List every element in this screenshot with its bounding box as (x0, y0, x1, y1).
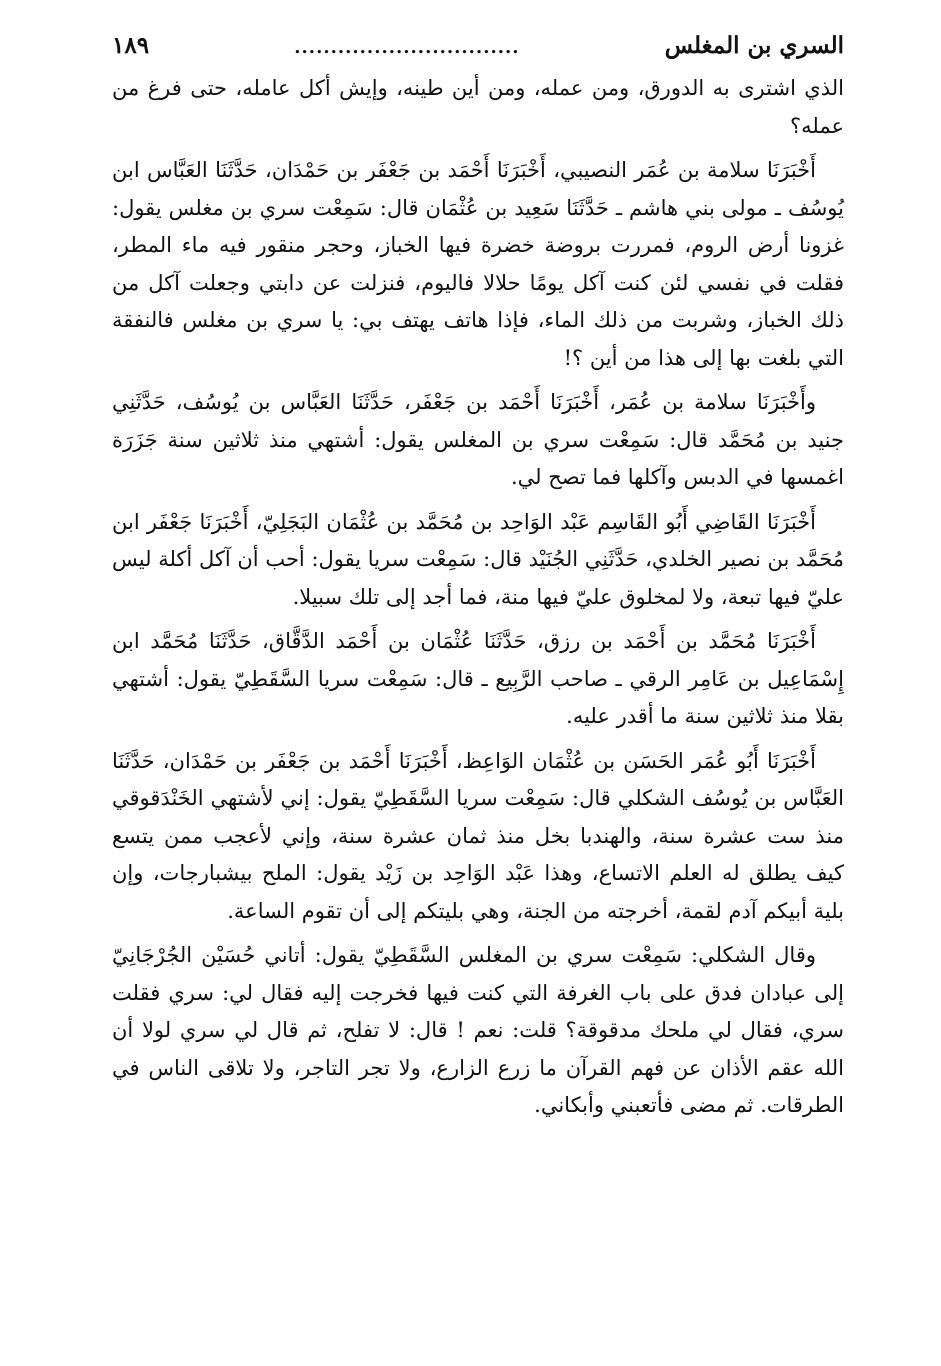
paragraph-2: أَخْبَرَنَا سلامة بن عُمَر النصيبي، أَخْبَرَنَا أَحْمَد بن جَعْفَر بن حَمْدَان، حَدَّثَنَا العَبَّاس ابن يُوسُف ـ مولى بني هاشم ـ حَدَّثَنَا سَعِيد بن عُثْمَان قال: سَمِعْت سري بن مغلس يقول: غزونا أرض الروم، فمررت بروضة خضرة فيها الخباز، وحجر منقور فيه ماء المطر، فقلت في نفسي لئن كنت آكل يومًا حلالا فاليوم، فنزلت عن دابتي وجعلت آكل من ذلك الخباز، وشربت من ذلك الماء، فإذا هاتف يهتف بي: يا سري بن مغلس فالنفقة التي بلغت بها إلى هذا من أين ؟! (112, 158, 844, 370)
paragraph-3: وأَخْبَرَنَا سلامة بن عُمَر، أَخْبَرَنَا أَحْمَد بن جَعْفَر، حَدَّثَنَا العَبَّاس بن يُوسُف، حَدَّثَنِي جنيد بن مُحَمَّد قال: سَمِعْت سري بن المغلس يقول: أشتهي منذ ثلاثين سنة جَزَرَة اغمسها في الدبس وآكلها فما تصح لي. (112, 390, 844, 489)
paragraph-5: أَخْبَرَنَا مُحَمَّد بن أَحْمَد بن رزق، حَدَّثَنَا عُثْمَان بن أَحْمَد الدَّقَّاق، حَدَّثَنَا مُحَمَّد ابن إِسْمَاعِيل بن عَامِر الرقي ـ صاحب الرَّبِيع ـ قال: سَمِعْت سريا السَّقَطِيّ يقول: أشتهي بقلا منذ ثلاثين سنة ما أقدر عليه. (112, 629, 844, 728)
book-page (112, 32, 844, 1132)
running-title: السري بن المغلس (664, 32, 844, 59)
paragraph-1: الذي اشترى به الدورق، ومن عمله، ومن أين طينه، وإيش أكل عامله، حتى فرغ من عمله؟ (112, 76, 844, 138)
page-number: ١٨٩ (112, 32, 150, 59)
paragraph-7: وقال الشكلي: سَمِعْت سري بن المغلس السَّقَطِيّ يقول: أتاني حُسَيْن الجُرْجَانِيّ إلى عبادان فدق على باب الغرفة التي كنت فيها فخرجت إليه فقال لي: سري فقلت سري، فقال لي ملحك مدقوقة؟ قلت: نعم ! قال: لا تفلح، ثم قال لي سري لولا أن الله عقم الأذان عن فهم القرآن ما زرع الزارع، ولا تجر التاجر، ولا تلاقى الناس في الطرقات. ثم مضى فأتعبني وأبكاني. (112, 943, 844, 1117)
paragraph-6: أَخْبَرَنَا أَبُو عُمَر الحَسَن بن عُثْمَان الوَاعِظ، أَخْبَرَنَا أَحْمَد بن جَعْفَر بن حَمْدَان، حَدَّثَنَا العَبَّاس بن يُوسُف الشكلي قال: سَمِعْت سريا السَّقَطِيّ يقول: إني لأشتهي الخَنْدَقوقي منذ ست عشرة سنة، والهندبا بخل منذ ثمان عشرة سنة، وإني لأعجب ممن يتسع كيف يطلق له العلم الاتساع، وهذا عَبْد الوَاحِد بن زَيْد يقول: الملح بيشبارجات، وإن بلية أبيكم آدم لقمة، أخرجته من الجنة، وهي بليتكم إلى أن تقوم الساعة. (112, 748, 844, 923)
header-leader-dots: ............................... (294, 37, 520, 58)
paragraph-4: أَخْبَرَنَا القَاضِي أَبُو القَاسِم عَبْد الوَاحِد بن مُحَمَّد بن عُثْمَان البَجَلِيّ، أَخْبَرَنَا جَعْفَر ابن مُحَمَّد بن نصير الخلدي، حَدَّثَنِي الجُنَيْد قال: سَمِعْت سريا يقول: أحب أن آكل أكلة ليس عليّ فيها تبعة، ولا لمخلوق عليّ فيها منة، فما أجد إلى تلك سبيلا. (112, 509, 844, 609)
running-header (112, 32, 844, 62)
body-text (112, 70, 844, 1125)
